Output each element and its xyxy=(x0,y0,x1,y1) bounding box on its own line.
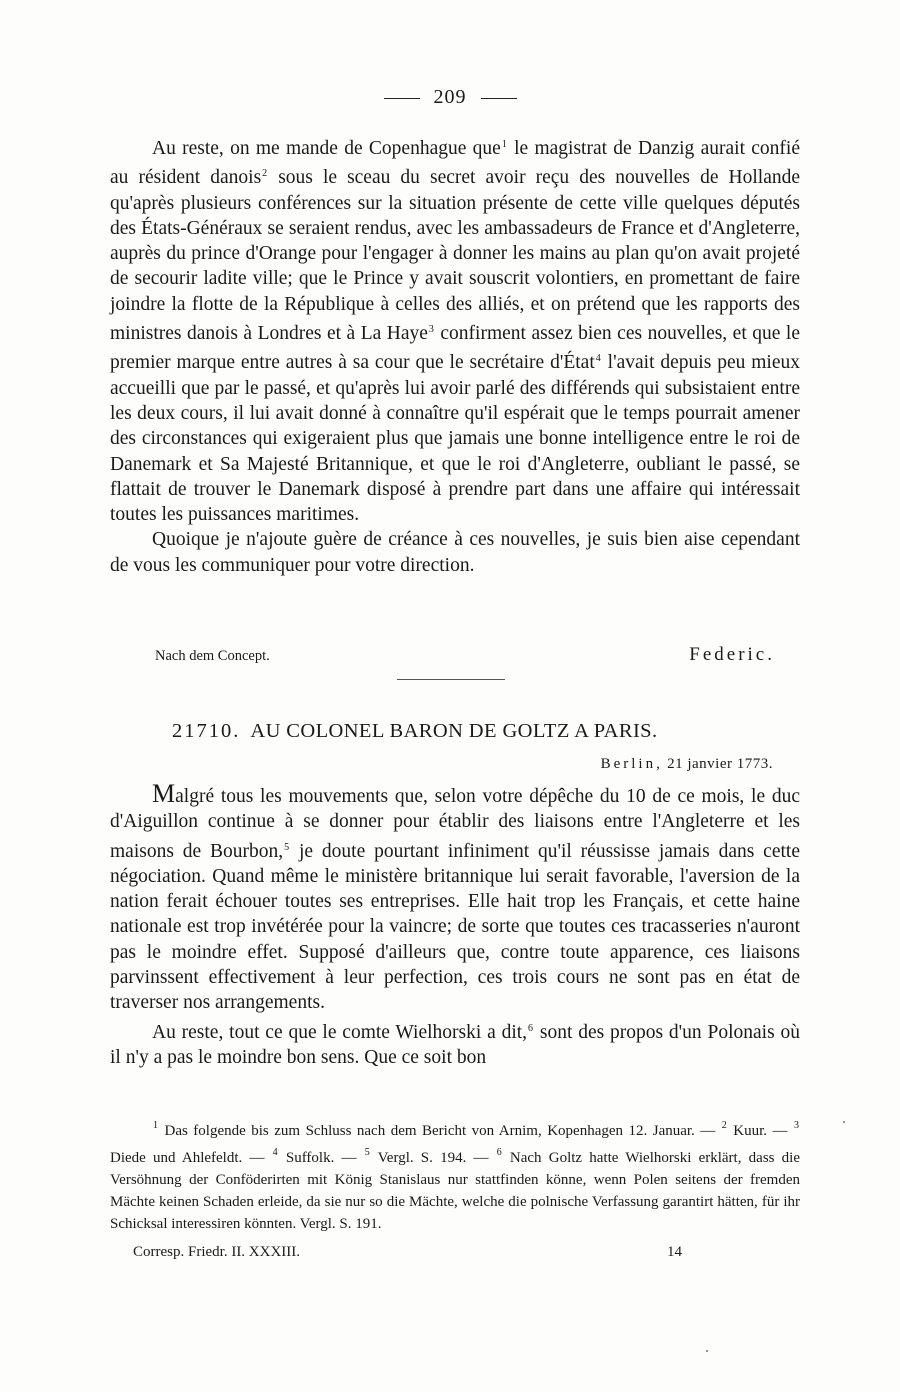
text-run: Kuur. — xyxy=(727,1123,794,1139)
letter-2-paragraph-2 xyxy=(110,1016,800,1071)
text-run: Au reste, tout ce que le comte Wielhorski a dit, xyxy=(152,1021,528,1043)
footnote-marker: 4 xyxy=(272,1147,278,1158)
text-run: je doute pourtant infiniment qu'il réussisse jamais dans cette négociation. Quand même le ministère britannique lui serait favorable, l'aversion de la nation ferait échouer toutes ses entreprises. Elle hait trop les Français, et cette haine nationale est trop invétérée pour la vaincre; de sorte que toutes ces tracasseries n'auront pas le moindre effet. Supposé d'ailleurs que, contre toute apparence, ces liaisons parvinssent effectivement à leur perfection, ces trois cours ne sont pas en état de traverser nos arrangements. xyxy=(110,840,800,1014)
text-run: sont des propos d'un Polonais où il n'y a pas le moindre bon sens. Que ce soit bon xyxy=(110,1021,800,1068)
letter-2-heading xyxy=(172,720,658,743)
footnote-marker: 3 xyxy=(794,1120,800,1131)
dateline-place: Berlin, xyxy=(600,756,663,772)
sheet-number: 14 xyxy=(667,1244,682,1260)
initial-letter: M xyxy=(152,779,176,808)
source-note: Nach dem Concept. xyxy=(155,648,270,664)
footnote-block xyxy=(110,1115,800,1235)
footnotes xyxy=(110,1115,800,1235)
section-separator xyxy=(397,679,505,680)
text-run: l'avait depuis peu mieux accueilli que par le passé, et qu'après lui avoir parlé des différends qui subsistaient entre les deux cours, il lui avait donné à connaître qu'il espérait que le temps pourrait amener des circonstances qui exigeraient plus que jamais une bonne intelligence entre le roi de Danemark et Sa Majesté Britannique, et que le roi d'Angleterre, oubliant le passé, se flattait de trouver le Danemark disposé à prendre part dans une affaire qui intéressait toutes les puissances maritimes. xyxy=(110,352,800,526)
signature: Federic. xyxy=(689,644,775,665)
dateline-date: 21 janvier 1773. xyxy=(667,756,773,772)
letter-2-paragraph-1 xyxy=(110,781,800,1016)
footnote-marker: 1 xyxy=(153,1120,158,1131)
text-run: sous le sceau du secret avoir reçu des nouvelles de Hollande qu'après plusieurs conférences sur la situation présente de cette ville quelques députés des États-Généraux se seraient rendus, avec les ambassadeurs de France et d'Angleterre, auprès du prince d'Orange pour l'engager à donner les mains au plan qu'on avait projeté de secourir ladite ville; que le Prince y avait souscrit volontiers, en promettant de faire joindre la flotte de la République à celles des alliés, et on prétend que les rapports des ministres danois à Londres et à La Haye xyxy=(110,167,801,345)
letter-number: 21710. xyxy=(172,720,241,742)
letter-1-paragraph-1 xyxy=(110,132,800,527)
text-run: Suffolk. — xyxy=(278,1150,364,1166)
footnote-marker: 5 xyxy=(364,1147,370,1158)
text-run: confirment assez bien ces nouvelles, et que le premier marque entre autres à sa cour que le secrétaire d'État xyxy=(110,323,800,374)
text-run: Das folgende bis zum Schluss nach dem Bericht von Arnim, Kopenhagen 12. Januar. — xyxy=(159,1123,721,1139)
footnote-marker: 5 xyxy=(284,841,290,853)
letter-1-body xyxy=(110,132,800,578)
footnote-marker: 6 xyxy=(528,1022,534,1034)
text-run: algré tous les mouvements que, selon votre dépêche du 10 de ce mois, le duc d'Aiguillon continue à se donner pour établir des liaisons entre l'Angleterre et les maisons de Bourbon, xyxy=(110,786,800,862)
footnote-marker: 2 xyxy=(721,1120,727,1131)
page-number: 209 xyxy=(433,86,467,108)
footnote-marker: 4 xyxy=(595,353,601,365)
letter-1-paragraph-2 xyxy=(110,527,800,578)
text-run: Au reste, on me mande de Copenhague que xyxy=(152,138,501,159)
header-rule-left xyxy=(384,98,420,99)
text-run: Quoique je n'ajoute guère de créance à ces nouvelles, je suis bien aise cependant de vous les communiquer pour votre direction. xyxy=(110,529,800,576)
header-rule-right xyxy=(481,98,517,99)
paper-speck xyxy=(843,1121,845,1123)
text-run: Nach Goltz hatte Wielhorski erklärt, dass die Versöhnung der Conföderirten mit König Stanislaus nur stattfinden könne, wenn Polen seitens der fremden Mächte keinen Schaden erleide, da sie nur so die Mächte, welche die polnische Verfassung garantirt hätten, für ihr Schicksal interessiren könnten. Vergl. S. 191. xyxy=(110,1150,801,1232)
text-run: Diede und Ahlefeldt. — xyxy=(110,1150,272,1166)
paper-speck xyxy=(706,1350,708,1352)
text-run: le magistrat de Danzig aurait confié au résident danois xyxy=(110,138,800,189)
letter-2-body xyxy=(110,781,800,1070)
text-run: Vergl. S. 194. — xyxy=(370,1150,496,1166)
footnote-marker: 1 xyxy=(501,139,507,150)
footnote-marker: 3 xyxy=(428,324,434,336)
dateline xyxy=(601,756,773,773)
letter-title: AU COLONEL BARON DE GOLTZ A PARIS. xyxy=(250,720,658,742)
footnote-marker: 2 xyxy=(262,168,268,180)
footnote-marker: 6 xyxy=(496,1147,502,1158)
page-header xyxy=(0,86,900,109)
signature-mark: Corresp. Friedr. II. XXXIII. xyxy=(133,1244,301,1260)
